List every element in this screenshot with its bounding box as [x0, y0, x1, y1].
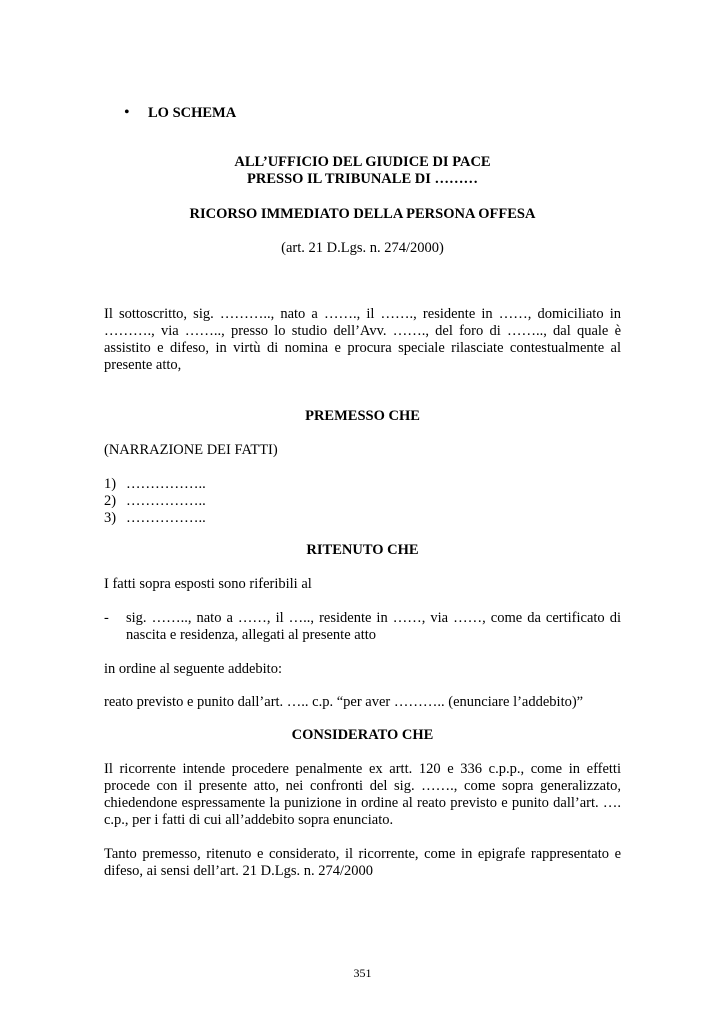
list-item: [104, 510, 206, 527]
premesso-list: [104, 476, 206, 527]
reato-text: reato previsto e punito dall’art. ….. c.p. “per aver ……….. (enunciare l’addebito)”: [104, 694, 584, 710]
list-item-number: 1): [104, 476, 117, 492]
header-line-2: PRESSO IL TRIBUNALE DI ………: [247, 171, 478, 187]
premesso-heading: PREMESSO CHE: [305, 408, 420, 424]
narrazione-note: (NARRAZIONE DEI FATTI): [104, 442, 278, 458]
considerato-heading: CONSIDERATO CHE: [291, 727, 434, 743]
dash-marker: -: [104, 610, 109, 626]
ritenuto-lead: I fatti sopra esposti sono riferibili al: [104, 576, 312, 592]
document-title: RICORSO IMMEDIATO DELLA PERSONA OFFESA: [189, 206, 536, 222]
list-item-number: 2): [104, 493, 117, 509]
ritenuto-heading: RITENUTO CHE: [306, 542, 419, 558]
list-item-number: 3): [104, 510, 117, 526]
list-item-text: ……………..: [126, 510, 206, 526]
document-subtitle: (art. 21 D.Lgs. n. 274/2000): [281, 240, 444, 256]
header-line-1: ALL’UFFICIO DEL GIUDICE DI PACE: [234, 154, 491, 170]
bullet-icon: •: [124, 104, 130, 121]
list-item-text: ……………..: [126, 476, 206, 492]
page-number: 351: [353, 966, 372, 980]
in-ordine-text: in ordine al seguente addebito:: [104, 661, 282, 677]
intro-paragraph: Il sottoscritto, sig. ……….., nato a ……., il ……., residente in ……, domiciliato in ………., via …….., presso lo studio dell’Avv. ……., del foro di …….., dal quale è assistito e difeso, in virtù di nomina e procura speciale rilasciate contestualmente al presente atto,: [104, 306, 621, 373]
list-item: [104, 476, 206, 493]
considerato-paragraph: Il ricorrente intende procedere penalmente ex artt. 120 e 336 c.p.p., come in effetti procede con il presente atto, nei confronti del sig. ……., come sopra generalizzato, chiedendone espressamente la punizione in ordine al reato previsto e punito dall’art. …. c.p., per i fatti di cui all’addebito sopra enunciato.: [104, 761, 621, 828]
ritenuto-dash-item: sig. …….., nato a ……, il ….., residente in ……, via ……, come da certificato di nascita e residenza, allegati al presente atto: [126, 610, 621, 643]
list-item-text: ……………..: [126, 493, 206, 509]
section-heading: LO SCHEMA: [148, 105, 237, 121]
list-item: [104, 493, 206, 510]
closing-paragraph: Tanto premesso, ritenuto e considerato, il ricorrente, come in epigrafe rappresentato e difeso, ai sensi dell’art. 21 D.Lgs. n. 274/2000: [104, 846, 621, 879]
